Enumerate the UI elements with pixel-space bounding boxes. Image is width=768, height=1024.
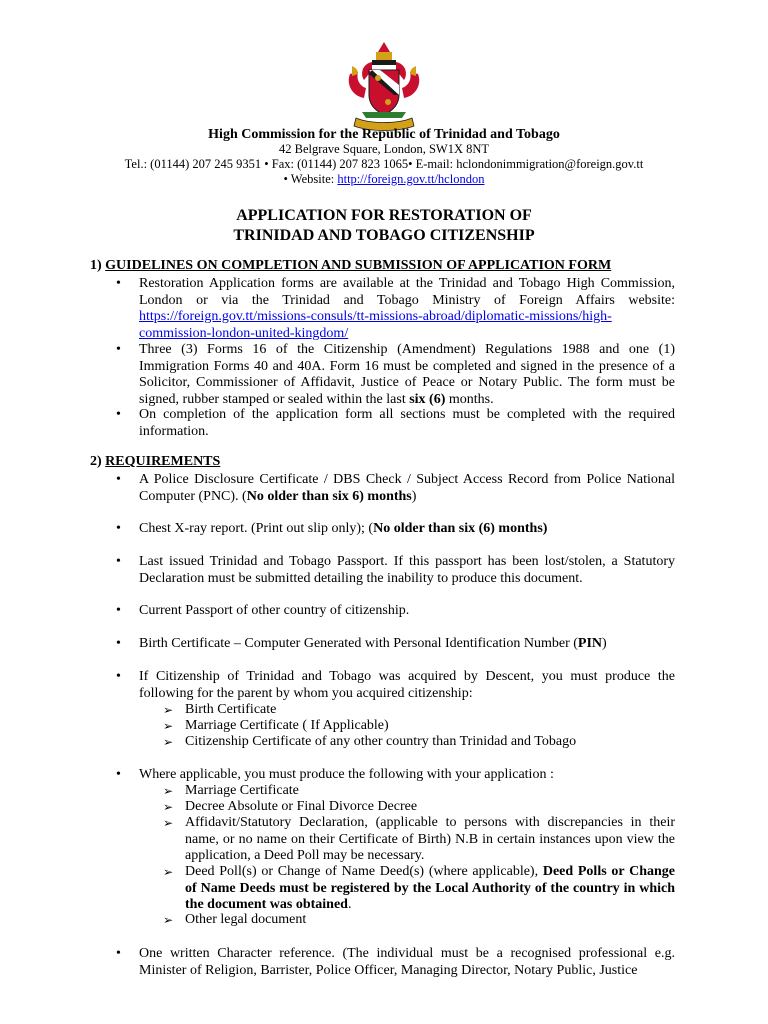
bullet-icon: • <box>116 521 121 536</box>
item-text-after: months. <box>445 391 494 407</box>
list-item <box>139 669 675 702</box>
bullet-icon: • <box>116 636 121 651</box>
bullet-icon: • <box>116 342 121 357</box>
list-item <box>139 603 675 620</box>
arrow-bullet-icon: ➢ <box>163 735 174 749</box>
list-item <box>139 521 675 538</box>
arrow-bullet-icon: ➢ <box>163 719 174 733</box>
section-title: GUIDELINES ON COMPLETION AND SUBMISSION OF APPLICATION FORM <box>105 258 612 273</box>
arrow-bullet-icon: ➢ <box>163 703 174 717</box>
item-bold-text: PIN <box>577 636 603 651</box>
item-bold-text: No older than six (6) months) <box>373 521 548 536</box>
item-text: Last issued Trinidad and Tobago Passport. If this passport has been lost/stolen, a Statutory Declaration must be submitted detailing the inability to produce this document. <box>139 554 675 586</box>
sub-list-item <box>185 864 675 914</box>
sub-list-item: Other legal document <box>185 912 307 927</box>
section-number: 1) <box>90 258 106 273</box>
item-text: Chest X-ray report. (Print out slip only); ( <box>139 521 374 536</box>
sub-item-bold-text: Deed Polls or Change of Name Deeds must be registered by the Local Authority of the country in which the document was obtained <box>185 864 675 912</box>
list-item <box>139 767 675 784</box>
sub-list-item: Citizenship Certificate of any other country than Trinidad and Tobago <box>185 734 577 749</box>
sub-item-text: Deed Poll(s) or Change of Name Deed(s) (where applicable), <box>185 864 543 879</box>
item-text-after: ) <box>411 488 417 504</box>
section-heading-requirements <box>90 454 220 470</box>
item-text-after: ) <box>602 636 607 651</box>
bullet-icon: • <box>116 276 121 291</box>
list-item <box>139 276 675 342</box>
list-item <box>139 407 675 440</box>
list-item <box>139 636 675 653</box>
website-link[interactable]: http://foreign.gov.tt/hclondon <box>337 172 485 186</box>
arrow-bullet-icon: ➢ <box>163 865 174 879</box>
item-text: If Citizenship of Trinidad and Tobago was acquired by Descent, you must produce the following for the parent by whom you acquired citizenship: <box>139 669 675 701</box>
organization-address: 42 Belgrave Square, London, SW1X 8NT <box>278 142 490 156</box>
list-item <box>139 472 675 505</box>
bullet-icon: • <box>116 767 121 782</box>
sub-list-item: Marriage Certificate ( If Applicable) <box>185 718 389 733</box>
item-text: Birth Certificate – Computer Generated with Personal Identification Number ( <box>139 636 578 651</box>
sub-list-item: Birth Certificate <box>185 702 277 717</box>
organization-website-line <box>0 172 768 187</box>
website-prefix: • Website: <box>283 172 338 186</box>
bullet-icon: • <box>116 554 121 569</box>
bullet-icon: • <box>116 472 121 487</box>
bullet-icon: • <box>116 603 121 618</box>
list-item <box>139 946 675 979</box>
arrow-bullet-icon: ➢ <box>163 816 174 830</box>
arrow-bullet-icon: ➢ <box>163 800 174 814</box>
document-title-line-1: APPLICATION FOR RESTORATION OF <box>236 207 532 224</box>
sub-list-item: Affidavit/Statutory Declaration, (applicable to persons with discrepancies in their name, or no name on their Certificate of Birth) N.B in certain instances upon view the application, a Deed Poll may be necessary. <box>185 815 675 863</box>
sub-list-item: Decree Absolute or Final Divorce Decree <box>185 799 418 814</box>
arrow-bullet-icon: ➢ <box>163 913 174 927</box>
organization-contact: Tel.: (01144) 207 245 9351 • Fax: (01144) 207 823 1065• E-mail: hclondonimmigration@foreign.gov.tt <box>124 157 644 171</box>
list-item <box>139 342 675 408</box>
item-bold-text: six (6) <box>409 391 446 407</box>
arrow-bullet-icon: ➢ <box>163 784 174 798</box>
bullet-icon: • <box>116 407 121 422</box>
item-text: One written Character reference. (The individual must be a recognised professional e.g. Minister of Religion, Barrister, Police Officer, Managing Director, Notary Public, Justice <box>139 946 675 978</box>
organization-name: High Commission for the Republic of Trinidad and Tobago <box>208 127 560 142</box>
item-text: Restoration Application forms are available at the Trinidad and Tobago High Commission, London or via the Trinidad and Tobago Ministry of Foreign Affairs website: <box>139 276 675 308</box>
document-title-line-2: TRINIDAD AND TOBAGO CITIZENSHIP <box>233 227 535 244</box>
mfa-website-link[interactable]: https://foreign.gov.tt/missions-consuls/tt-missions-abroad/diplomatic-missions/high-commission-london-united-kingdom/ <box>139 309 612 341</box>
section-heading-guidelines <box>90 258 611 274</box>
item-text: A Police Disclosure Certificate / DBS Check / Subject Access Record from Police National Computer (PNC). ( <box>139 472 675 504</box>
item-text: Where applicable, you must produce the following with your application : <box>139 767 554 782</box>
coat-of-arms-icon <box>342 40 426 132</box>
bullet-icon: • <box>116 946 121 961</box>
sub-item-text-after: . <box>347 897 352 912</box>
list-item <box>139 554 675 587</box>
section-title: REQUIREMENTS <box>105 454 221 469</box>
item-text: On completion of the application form all sections must be completed with the required information. <box>139 407 675 439</box>
item-text: Three (3) Forms 16 of the Citizenship (Amendment) Regulations 1988 and one (1) Immigration Forms 40 and 40A. Form 16 must be completed and signed in the presence of a Solicitor, Commissioner of Affidavit, Justice of Peace or Notary Public. The form must be signed, rubber stamped or sealed within the last <box>139 342 675 407</box>
sub-list-item: Marriage Certificate <box>185 783 299 798</box>
item-text: Current Passport of other country of citizenship. <box>139 603 410 618</box>
item-bold-text: No older than six 6) months <box>246 488 412 504</box>
section-number: 2) <box>90 454 106 469</box>
bullet-icon: • <box>116 669 121 684</box>
